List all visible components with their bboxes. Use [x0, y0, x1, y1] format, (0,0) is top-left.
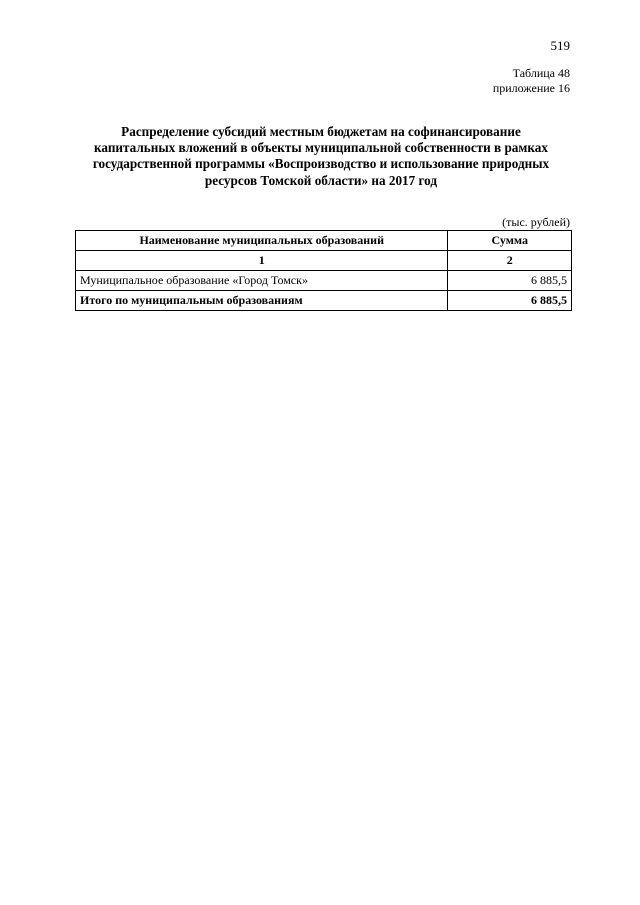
- sum-cell: 6 885,5: [448, 271, 572, 291]
- table-reference: [493, 66, 570, 96]
- column-header-name: Наименование муниципальных образований: [76, 231, 448, 251]
- unit-note: (тыс. рублей): [502, 215, 570, 229]
- column-header-sum: Сумма: [448, 231, 572, 251]
- table-row: [76, 271, 572, 291]
- column-number-name: 1: [76, 251, 448, 271]
- table-number: Таблица 48: [512, 66, 570, 80]
- title-line: государственной программы «Воспроизводство и использование природных: [92, 156, 550, 172]
- total-sum-cell: 6 885,5: [448, 291, 572, 311]
- total-label-cell: Итого по муниципальным образованиям: [76, 291, 448, 311]
- municipality-name-cell: Муниципальное образование «Город Томск»: [76, 271, 448, 291]
- title-line: Распределение субсидий местным бюджетам на софинансирование: [121, 124, 521, 139]
- subsidy-table: [75, 230, 572, 311]
- title-line: ресурсов Томской области» на 2017 год: [204, 172, 438, 188]
- appendix-number: приложение 16: [492, 81, 570, 95]
- document-title: [70, 124, 572, 189]
- column-number-sum: 2: [448, 251, 572, 271]
- page-number: 519: [550, 38, 570, 53]
- column-numbers-row: [76, 251, 572, 271]
- title-line: капитальных вложений в объекты муниципальной собственности в рамках: [94, 140, 548, 156]
- table-header-row: [76, 231, 572, 251]
- total-row: [76, 291, 572, 311]
